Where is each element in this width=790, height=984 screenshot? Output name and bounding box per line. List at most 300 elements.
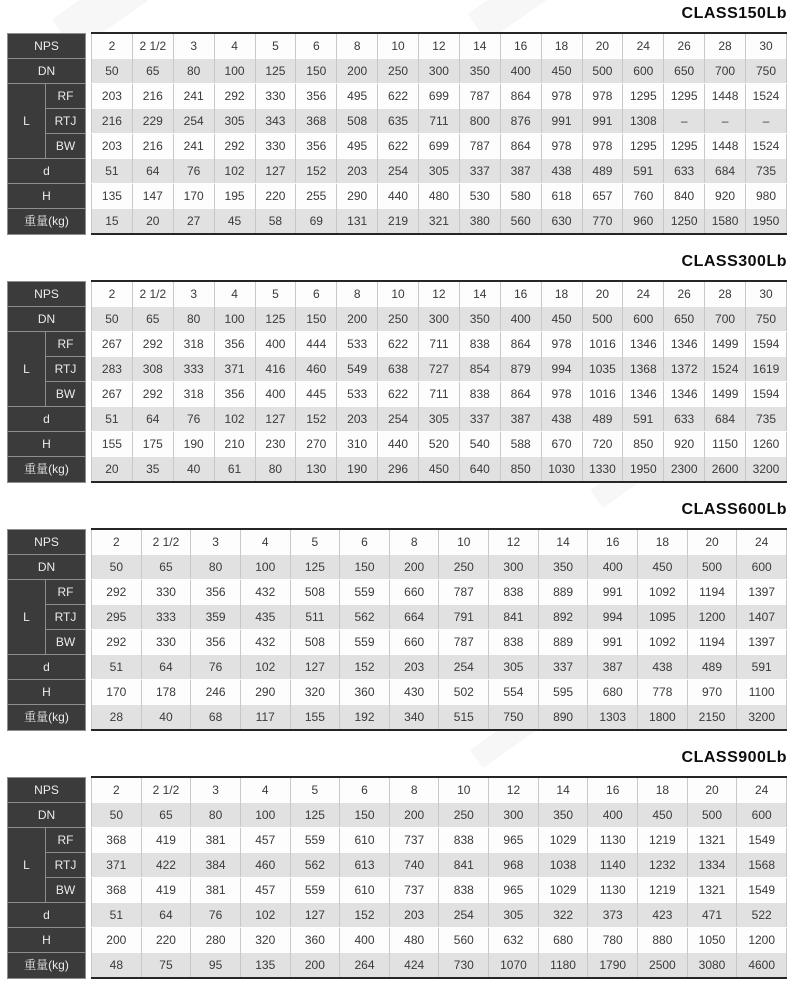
table-row-dn: [8, 307, 787, 332]
table-row-h: [8, 184, 787, 209]
value-cell: 965: [489, 828, 539, 853]
value-cell: 508: [337, 109, 378, 134]
value-cell: 80: [255, 457, 296, 483]
value-cell: 1200: [737, 928, 787, 953]
value-cell: 1448: [705, 134, 746, 159]
value-cell: 8: [389, 777, 439, 803]
table-row-dn: [8, 803, 787, 828]
row-label-d: d: [8, 159, 86, 184]
value-cell: 787: [459, 84, 500, 109]
value-cell: 381: [191, 878, 241, 903]
value-cell: 740: [389, 853, 439, 878]
value-cell: 16: [588, 777, 638, 803]
value-cell: 300: [419, 59, 460, 84]
table-row-rtj: [8, 853, 787, 878]
value-cell: 800: [459, 109, 500, 134]
value-cell: 508: [290, 580, 340, 605]
value-cell: 51: [92, 655, 142, 680]
value-cell: 300: [419, 307, 460, 332]
value-cell: 2: [92, 777, 142, 803]
value-cell: 152: [296, 159, 337, 184]
section-class150lb: [7, 5, 787, 235]
row-label-bw: BW: [46, 630, 86, 655]
value-cell: 838: [489, 630, 539, 655]
value-cell: 841: [439, 853, 489, 878]
value-cell: 1346: [623, 332, 664, 357]
value-cell: 2: [92, 281, 133, 307]
row-label-dn: DN: [8, 803, 86, 828]
value-cell: 24: [737, 777, 787, 803]
value-cell: 1194: [687, 630, 737, 655]
value-cell: 24: [623, 281, 664, 307]
value-cell: 854: [459, 357, 500, 382]
value-cell: 533: [337, 332, 378, 357]
value-cell: 254: [439, 903, 489, 928]
row-label-bw: BW: [46, 134, 86, 159]
value-cell: 387: [500, 407, 541, 432]
dimension-table: [7, 528, 787, 731]
value-cell: 613: [340, 853, 390, 878]
value-cell: 838: [439, 828, 489, 853]
value-cell: 840: [664, 184, 705, 209]
value-cell: 356: [191, 580, 241, 605]
value-cell: 638: [378, 357, 419, 382]
value-cell: 300: [489, 803, 539, 828]
value-cell: 170: [173, 184, 214, 209]
value-cell: 978: [582, 134, 623, 159]
value-cell: 850: [500, 457, 541, 483]
value-cell: –: [664, 109, 705, 134]
value-cell: 520: [419, 432, 460, 457]
table-title: CLASS300Lb: [681, 253, 787, 270]
value-cell: 700: [705, 59, 746, 84]
value-cell: 622: [378, 84, 419, 109]
value-cell: 1219: [638, 878, 688, 903]
row-label-weight: 重量(kg): [8, 209, 86, 235]
value-cell: 250: [439, 803, 489, 828]
value-cell: 190: [337, 457, 378, 483]
value-cell: 152: [296, 407, 337, 432]
value-cell: 471: [687, 903, 737, 928]
value-cell: 241: [173, 84, 214, 109]
value-cell: 12: [489, 529, 539, 555]
value-cell: 267: [92, 382, 133, 407]
value-cell: 559: [340, 630, 390, 655]
value-cell: 292: [214, 84, 255, 109]
row-label-bw: BW: [46, 382, 86, 407]
value-cell: 737: [389, 878, 439, 903]
value-cell: 559: [290, 878, 340, 903]
value-cell: 864: [500, 84, 541, 109]
value-cell: 5: [290, 529, 340, 555]
value-cell: 356: [214, 332, 255, 357]
value-cell: 26: [664, 281, 705, 307]
value-cell: 876: [500, 109, 541, 134]
value-cell: 640: [459, 457, 500, 483]
value-cell: 18: [541, 281, 582, 307]
value-cell: 450: [638, 555, 688, 580]
value-cell: 4: [240, 529, 290, 555]
value-cell: 1321: [687, 828, 737, 853]
value-cell: 320: [290, 680, 340, 705]
value-cell: 438: [541, 407, 582, 432]
value-cell: 2 1/2: [132, 281, 173, 307]
value-cell: 24: [737, 529, 787, 555]
value-cell: 368: [296, 109, 337, 134]
value-cell: 16: [588, 529, 638, 555]
value-cell: 980: [746, 184, 787, 209]
value-cell: 502: [439, 680, 489, 705]
value-cell: 127: [255, 407, 296, 432]
value-cell: 371: [92, 853, 142, 878]
row-label-h: H: [8, 680, 86, 705]
value-cell: 219: [378, 209, 419, 235]
value-cell: 630: [541, 209, 582, 235]
value-cell: 6: [340, 777, 390, 803]
value-cell: 1334: [687, 853, 737, 878]
value-cell: 435: [240, 605, 290, 630]
value-cell: 360: [290, 928, 340, 953]
table-row-dn: [8, 555, 787, 580]
value-cell: 1038: [538, 853, 588, 878]
value-cell: 622: [378, 332, 419, 357]
value-cell: 102: [240, 903, 290, 928]
value-cell: 1260: [746, 432, 787, 457]
value-cell: 3: [173, 33, 214, 59]
value-cell: 1150: [705, 432, 746, 457]
table-row-nps: [8, 281, 787, 307]
value-cell: 50: [92, 307, 133, 332]
value-cell: 500: [582, 307, 623, 332]
value-cell: 978: [582, 84, 623, 109]
value-cell: 419: [141, 828, 191, 853]
value-cell: 3200: [737, 705, 787, 731]
value-cell: 356: [296, 134, 337, 159]
value-cell: 600: [623, 307, 664, 332]
value-cell: 350: [459, 307, 500, 332]
value-cell: 230: [255, 432, 296, 457]
value-cell: 283: [92, 357, 133, 382]
value-cell: 562: [340, 605, 390, 630]
row-label-rf: RF: [46, 828, 86, 853]
value-cell: 1594: [746, 382, 787, 407]
value-cell: 787: [459, 134, 500, 159]
value-cell: 5: [255, 33, 296, 59]
value-cell: 994: [588, 605, 638, 630]
value-cell: 400: [588, 555, 638, 580]
row-label-nps: NPS: [8, 33, 86, 59]
value-cell: 920: [664, 432, 705, 457]
value-cell: 65: [141, 803, 191, 828]
value-cell: 318: [173, 382, 214, 407]
value-cell: 838: [439, 878, 489, 903]
value-cell: 308: [132, 357, 173, 382]
value-cell: 368: [92, 828, 142, 853]
value-cell: 320: [240, 928, 290, 953]
value-cell: 440: [378, 184, 419, 209]
row-label-l: L: [8, 580, 46, 655]
value-cell: 12: [489, 777, 539, 803]
value-cell: 305: [214, 109, 255, 134]
value-cell: 580: [500, 184, 541, 209]
value-cell: 416: [255, 357, 296, 382]
value-cell: 4: [214, 281, 255, 307]
value-cell: 1180: [538, 953, 588, 979]
table-row-h: [8, 928, 787, 953]
value-cell: 554: [489, 680, 539, 705]
row-label-bw: BW: [46, 878, 86, 903]
value-cell: 1568: [737, 853, 787, 878]
value-cell: 80: [191, 555, 241, 580]
value-cell: 994: [541, 357, 582, 382]
value-cell: 432: [240, 580, 290, 605]
value-cell: 152: [340, 903, 390, 928]
value-cell: 203: [92, 84, 133, 109]
value-cell: 2: [92, 33, 133, 59]
value-cell: 102: [240, 655, 290, 680]
value-cell: 1524: [746, 84, 787, 109]
value-cell: 20: [687, 777, 737, 803]
value-cell: 968: [489, 853, 539, 878]
value-cell: 203: [389, 655, 439, 680]
value-cell: 210: [214, 432, 255, 457]
row-label-rf: RF: [46, 332, 86, 357]
value-cell: 699: [419, 134, 460, 159]
value-cell: 730: [439, 953, 489, 979]
value-cell: 400: [588, 803, 638, 828]
value-cell: 203: [337, 159, 378, 184]
value-cell: 35: [132, 457, 173, 483]
value-cell: 150: [340, 555, 390, 580]
value-cell: 444: [296, 332, 337, 357]
value-cell: 343: [255, 109, 296, 134]
value-cell: 10: [439, 777, 489, 803]
value-cell: 750: [746, 307, 787, 332]
value-cell: 58: [255, 209, 296, 235]
value-cell: 292: [132, 332, 173, 357]
row-label-weight: 重量(kg): [8, 457, 86, 483]
value-cell: 595: [538, 680, 588, 705]
value-cell: 480: [389, 928, 439, 953]
value-cell: 51: [92, 407, 133, 432]
value-cell: 192: [340, 705, 390, 731]
value-cell: 635: [378, 109, 419, 134]
value-cell: 1140: [588, 853, 638, 878]
table-row-rf: [8, 828, 787, 853]
value-cell: 356: [296, 84, 337, 109]
value-cell: 489: [582, 159, 623, 184]
value-cell: 300: [489, 555, 539, 580]
value-cell: 1092: [638, 580, 688, 605]
value-cell: 3: [173, 281, 214, 307]
value-cell: 130: [296, 457, 337, 483]
value-cell: 4: [240, 777, 290, 803]
value-cell: 559: [340, 580, 390, 605]
row-label-l: L: [8, 332, 46, 407]
value-cell: 27: [173, 209, 214, 235]
value-cell: 203: [337, 407, 378, 432]
value-cell: 100: [214, 59, 255, 84]
value-cell: 80: [173, 307, 214, 332]
value-cell: 64: [132, 159, 173, 184]
value-cell: 400: [255, 332, 296, 357]
value-cell: 359: [191, 605, 241, 630]
value-cell: 4: [214, 33, 255, 59]
row-label-dn: DN: [8, 307, 86, 332]
value-cell: 322: [538, 903, 588, 928]
value-cell: 1594: [746, 332, 787, 357]
value-cell: 80: [173, 59, 214, 84]
value-cell: 770: [582, 209, 623, 235]
value-cell: 216: [132, 134, 173, 159]
value-cell: 432: [240, 630, 290, 655]
value-cell: 65: [132, 307, 173, 332]
value-cell: 100: [240, 555, 290, 580]
value-cell: 991: [541, 109, 582, 134]
value-cell: 838: [459, 382, 500, 407]
value-cell: 14: [459, 33, 500, 59]
value-cell: 495: [337, 84, 378, 109]
value-cell: 290: [240, 680, 290, 705]
table-row-rtj: [8, 605, 787, 630]
value-cell: 14: [538, 777, 588, 803]
value-cell: 127: [290, 655, 340, 680]
value-cell: 296: [378, 457, 419, 483]
value-cell: 178: [141, 680, 191, 705]
value-cell: 360: [340, 680, 390, 705]
value-cell: 522: [737, 903, 787, 928]
value-cell: 10: [378, 281, 419, 307]
section-class900lb: [7, 749, 787, 979]
value-cell: 246: [191, 680, 241, 705]
row-label-l: L: [8, 828, 46, 903]
value-cell: 684: [705, 407, 746, 432]
value-cell: 1295: [664, 84, 705, 109]
value-cell: 18: [638, 777, 688, 803]
value-cell: 340: [389, 705, 439, 731]
value-cell: 991: [588, 630, 638, 655]
value-cell: 190: [173, 432, 214, 457]
value-cell: 127: [290, 903, 340, 928]
value-cell: 633: [664, 159, 705, 184]
value-cell: 350: [538, 803, 588, 828]
value-cell: 305: [489, 903, 539, 928]
value-cell: 1950: [623, 457, 664, 483]
value-cell: 1050: [687, 928, 737, 953]
value-cell: 423: [638, 903, 688, 928]
value-cell: 711: [419, 332, 460, 357]
value-cell: 1330: [582, 457, 623, 483]
value-cell: 330: [141, 580, 191, 605]
value-cell: 40: [141, 705, 191, 731]
value-cell: 387: [588, 655, 638, 680]
value-cell: 500: [687, 555, 737, 580]
value-cell: 591: [623, 159, 664, 184]
value-cell: 1029: [538, 828, 588, 853]
value-cell: 175: [132, 432, 173, 457]
value-cell: 735: [746, 159, 787, 184]
value-cell: 2600: [705, 457, 746, 483]
value-cell: 1200: [687, 605, 737, 630]
table-title: CLASS150Lb: [681, 5, 787, 22]
table-row-bw: [8, 878, 787, 903]
value-cell: 1194: [687, 580, 737, 605]
value-cell: 76: [173, 159, 214, 184]
value-cell: 1372: [664, 357, 705, 382]
value-cell: 203: [389, 903, 439, 928]
value-cell: 135: [92, 184, 133, 209]
value-cell: 1030: [541, 457, 582, 483]
value-cell: 664: [389, 605, 439, 630]
value-cell: 51: [92, 159, 133, 184]
value-cell: 889: [538, 580, 588, 605]
value-cell: 530: [459, 184, 500, 209]
value-cell: 356: [191, 630, 241, 655]
value-cell: 450: [541, 307, 582, 332]
table-row-rf: [8, 84, 787, 109]
value-cell: 333: [173, 357, 214, 382]
value-cell: 254: [439, 655, 489, 680]
value-cell: 700: [705, 307, 746, 332]
row-label-dn: DN: [8, 59, 86, 84]
value-cell: 633: [664, 407, 705, 432]
value-cell: 2300: [664, 457, 705, 483]
value-cell: 20: [582, 281, 623, 307]
value-cell: 400: [500, 59, 541, 84]
row-label-rtj: RTJ: [46, 605, 86, 630]
value-cell: 515: [439, 705, 489, 731]
value-cell: 610: [340, 878, 390, 903]
value-cell: 660: [389, 630, 439, 655]
value-cell: 267: [92, 332, 133, 357]
value-cell: 508: [290, 630, 340, 655]
value-cell: 657: [582, 184, 623, 209]
table-row-d: [8, 407, 787, 432]
value-cell: 155: [290, 705, 340, 731]
value-cell: 330: [255, 84, 296, 109]
value-cell: 14: [459, 281, 500, 307]
value-cell: 890: [538, 705, 588, 731]
value-cell: 125: [290, 555, 340, 580]
value-cell: 30: [746, 33, 787, 59]
value-cell: 6: [340, 529, 390, 555]
value-cell: 864: [500, 134, 541, 159]
value-cell: 711: [419, 109, 460, 134]
value-cell: 1092: [638, 630, 688, 655]
value-cell: 127: [255, 159, 296, 184]
value-cell: 5: [290, 777, 340, 803]
value-cell: 562: [290, 853, 340, 878]
value-cell: 305: [489, 655, 539, 680]
value-cell: 8: [337, 33, 378, 59]
value-cell: 1029: [538, 878, 588, 903]
table-row-weight: [8, 457, 787, 483]
table-row-d: [8, 903, 787, 928]
value-cell: 965: [489, 878, 539, 903]
row-label-h: H: [8, 184, 86, 209]
value-cell: 1619: [746, 357, 787, 382]
table-row-d: [8, 159, 787, 184]
value-cell: 727: [419, 357, 460, 382]
value-cell: 560: [500, 209, 541, 235]
table-row-dn: [8, 59, 787, 84]
value-cell: 711: [419, 382, 460, 407]
row-label-d: d: [8, 407, 86, 432]
value-cell: 632: [489, 928, 539, 953]
value-cell: 14: [538, 529, 588, 555]
value-cell: 170: [92, 680, 142, 705]
value-cell: 28: [705, 33, 746, 59]
